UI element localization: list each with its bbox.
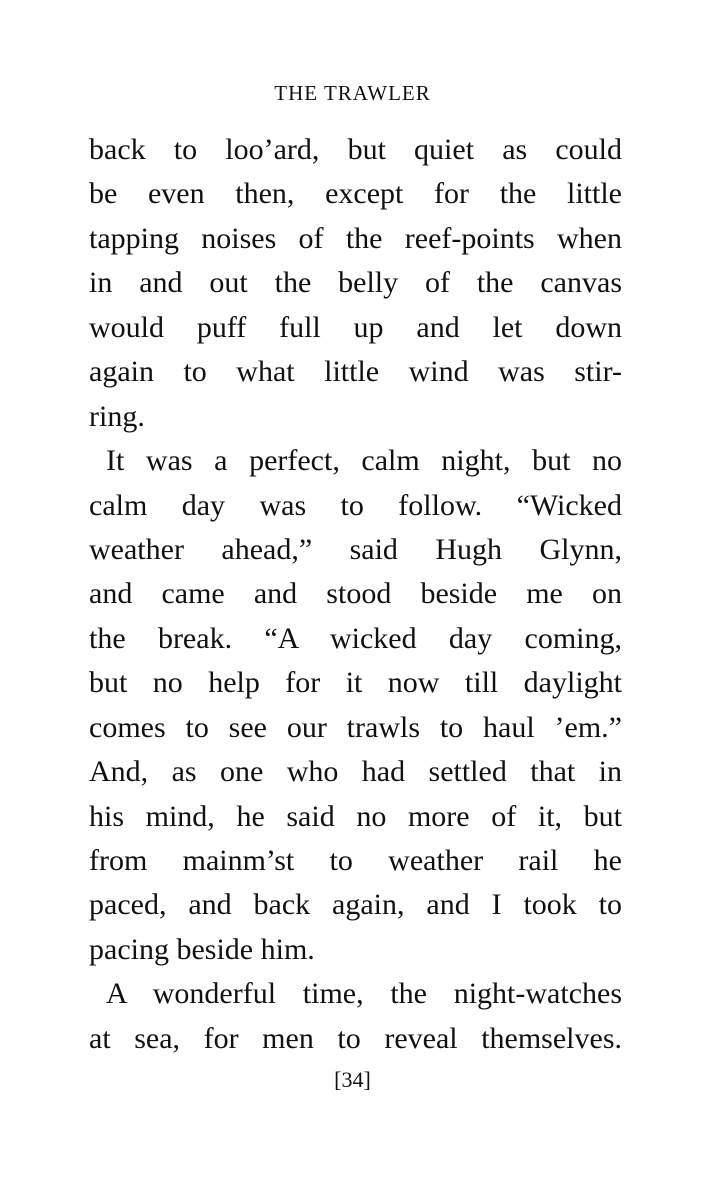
text-line: ring. (89, 399, 145, 433)
text-line: back to loo’ard, but quiet as could (89, 133, 622, 166)
text-line: from mainm’st to weather rail he (89, 844, 622, 877)
text-line: comes to see our trawls to haul ’em.” (89, 710, 622, 744)
text-line: his mind, he said no more of it, but (89, 799, 622, 833)
text-line: tapping noises of the reef-points when (89, 221, 622, 255)
text-line: pacing beside him. (89, 932, 315, 966)
text-line: but no help for it now till daylight (89, 666, 622, 700)
paragraph-first-line: A wonderful time, the night-watches (106, 977, 622, 1011)
text-line: again to what little wind was stir- (89, 355, 622, 389)
text-line: in and out the belly of the canvas (89, 266, 622, 300)
text-line: would puff full up and let down (89, 310, 622, 344)
text-line: calm day was to follow. “Wicked (89, 488, 622, 522)
text-line: and came and stood beside me on (89, 577, 622, 611)
text-line: at sea, for men to reveal themselves. (89, 1021, 622, 1055)
page-number: [34] (334, 1067, 371, 1092)
text-line: paced, and back again, and I took to (89, 888, 622, 922)
text-line: weather ahead,” said Hugh Glynn, (89, 532, 622, 566)
text-line: be even then, except for the little (89, 177, 622, 211)
body-text (89, 128, 622, 1061)
running-head: THE TRAWLER (274, 81, 431, 105)
text-line: And, as one who had settled that in (89, 755, 622, 789)
text-line: the break. “A wicked day coming, (89, 621, 622, 655)
paragraph-first-line: It was a perfect, calm night, but no (106, 444, 622, 478)
